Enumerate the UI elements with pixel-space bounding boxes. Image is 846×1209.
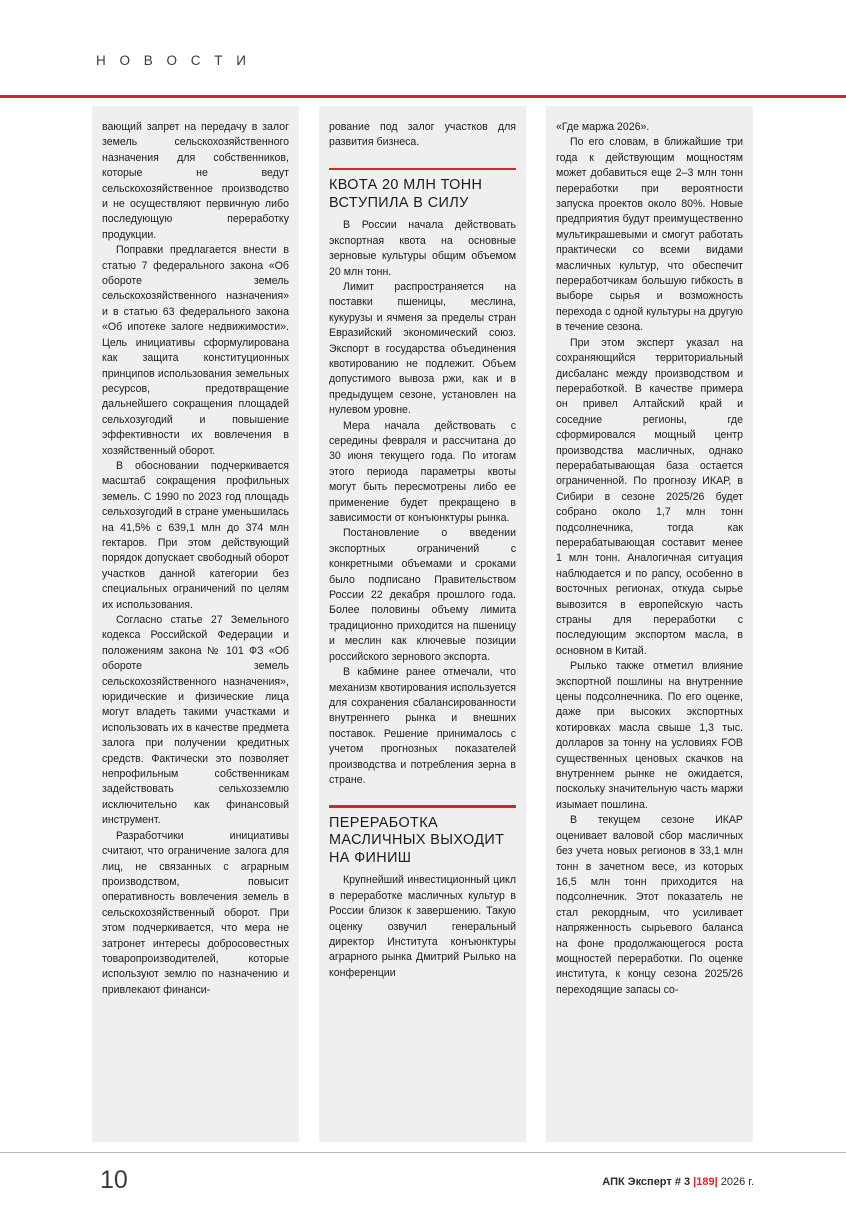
paragraph: Поправки предлагается внести в статью 7 федерального закона «Об обороте земель сельскохозяйственного назначения» и в статью 63 федерального закона «Об ипотеке залоге недвижимости». Цель инициативы сформулирована как защита конституционных принципов использования земельных ресурсов, предотвращение дальнейшего сокращения площадей сельхозугодий и повышение эффективности их вовлечения в хозяйственный оборот.: [102, 244, 289, 457]
paragraph: «Где маржа 2026».: [556, 121, 650, 133]
footer-publication-info: [602, 1176, 754, 1188]
paragraph: По его словам, в ближайшие три года к действующим мощностям может добавиться еще 2–3 млн тонн переработки при вероятности запуска проектов около 80%. Новые предприятия будут преимущественно мультикрашевыми и смогут работать практически со всеми видами масличных культур, что обеспечит переработчикам большую гибкость в выборе сырья и возможность перехода с одной культуры на другую в течение сезона.: [556, 136, 743, 334]
paragraph: Крупнейший инвестиционный цикл в переработке масличных культур в России близок к завершению. Такую оценку озвучил генеральный директор Института конъюнктуры аграрного рынка Дмитрий Рылько на конференции: [329, 874, 516, 979]
paragraph: При этом эксперт указал на сохраняющийся территориальный дисбаланс между производством и переработкой. В качестве примера он привел Алтайский край и соседние регионы, где сформировался мощный центр производства масличных, однако перерабатывающая база остается ограниченной. По прогнозу ИКАР, в Сибири в сезоне 2025/26 будет собрано около 1,7 млн тонн подсолнечника, тогда как перерабатывающая составит менее 1 млн тонн. Аналогичная ситуация наблюдается и по рапсу, особенно в восточных регионах, откуда сырье вывозится в европейскую часть страны для переработки с последующим экспортом масла, в основном в Китай.: [556, 336, 743, 657]
footer-issue-number: |189|: [693, 1176, 718, 1188]
section-heading-quota: [329, 168, 516, 213]
header-accent-rule: [0, 95, 846, 98]
footer-publication-name: АПК Эксперт # 3: [602, 1176, 694, 1188]
column-3-body: [556, 120, 743, 998]
paragraph: В кабмине ранее отмечали, что механизм квотирования используется для сохранения сбалансированности внутреннего рынка и внешних поставок. Решение принималось с учетом прогнозных показателей производства и потребления зерна в стране.: [329, 666, 516, 786]
section-accent-rule: [329, 805, 516, 808]
paragraph: Лимит распространяется на поставки пшеницы, меслина, кукурузы и ячменя за пределы стран Евразийский экономический союз. Экспорт в государства объединения квотированию не подлежит. Объем допустимого вывоза ржи, как и в предыдущем сезоне, установлен на нулевом уровне.: [329, 280, 516, 417]
column-1: [92, 106, 299, 1142]
paragraph: Разработчики инициативы считают, что ограничение залога для лиц, не связанных с аграрным производством, повысит оперативность вовлечения земель в сельскохозяйственный оборот. При этом подчеркивается, что мера не затронет интересы добросовестных товаропроизводителей, которые используют землю по назначению и привлекают финанси-: [102, 829, 289, 996]
paragraph: В обосновании подчеркивается масштаб сокращения профильных земель. С 1990 по 2023 год площадь сельхозугодий в стране уменьшилась на 41,5% с 639,1 млн до 374 млн гектаров. При этом действующий порядок допускает свободный оборот участков данной категории без специальных ограничений по целям их использования.: [102, 459, 289, 611]
page-header: [0, 0, 846, 96]
section-heading-processing: [329, 805, 516, 867]
paragraph: В России начала действовать экспортная квота на основные зерновые культуры общим объемом 20 млн тонн.: [329, 219, 516, 278]
paragraph: рование под залог участков для развития бизнеса.: [329, 121, 516, 149]
paragraph: В текущем сезоне ИКАР оценивает валовой сбор масличных без учета новых регионов в 33,1 млн тонн в зачетном весе, из которых 16,5 млн тонн приходится на подсолнечник. Этот показатель не стал рекордным, что усиливает напряженность сырьевого баланса на фоне продолжающегося роста мощностей переработки. По оценке института, к концу сезона 2025/26 переходящие запасы со-: [556, 814, 743, 996]
paragraph: Постановление о введении экспортных ограничений с конкретными объемами и сроками было подписано Правительством России 22 декабря прошлого года. Более половины объему лимита традиционно приходится на пшеницу и меслин как ключевые позиции российского зернового экспорта.: [329, 527, 516, 663]
section-accent-rule: [329, 168, 516, 171]
article-columns: [92, 106, 754, 1142]
column-2: [319, 106, 526, 1142]
paragraph: Согласно статье 27 Земельного кодекса Российской Федерации и положениям закона № 101 ФЗ «Об обороте земель сельскохозяйственного назначения», юридические и физические лица могут владеть такими участками и использовать их в качестве предмета залога при получении кредитных средств. Фактически это позволяет непрофильным собственникам задействовать сельхозземлю исключительно как финансовый инструмент.: [102, 614, 289, 827]
section-label: Н О В О С Т И: [96, 53, 251, 68]
paragraph: Рылько также отметил влияние экспортной пошлины на внутренние цены подсолнечника. По его оценке, даже при высоких экспортных котировках масла свыше 1,3 тыс. долларов за тонну на условиях FOB существенных ценовых скачков на внутреннем рынке не ожидается, поскольку значительную часть маржи изымает пошлина.: [556, 660, 743, 811]
page-number: 10: [100, 1166, 128, 1194]
page-footer: [0, 1152, 846, 1209]
paragraph: Мера начала действовать с середины февраля и рассчитана до 30 июня текущего года. По итогам этого периода параметры квоты могут быть пересмотрены либо ее применение будет прекращено в зависимости от конъюнктуры рынка.: [329, 419, 516, 525]
column-1-body: [102, 120, 289, 998]
footer-year: 2026 г.: [717, 1176, 754, 1188]
column-2-body: [329, 120, 516, 981]
column-3: [546, 106, 753, 1142]
section-title: ПЕРЕРАБОТКА МАСЛИЧНЫХ ВЫХОДИТ НА ФИНИШ: [329, 814, 505, 866]
section-title: КВОТА 20 МЛН ТОНН ВСТУПИЛА В СИЛУ: [329, 177, 483, 211]
paragraph: вающий запрет на передачу в залог земель сельскохозяйственного назначения для собственников, которые не ведут сельскохозяйственное производство и не осуществляют первичную либо последующую переработку продукции.: [102, 121, 289, 241]
